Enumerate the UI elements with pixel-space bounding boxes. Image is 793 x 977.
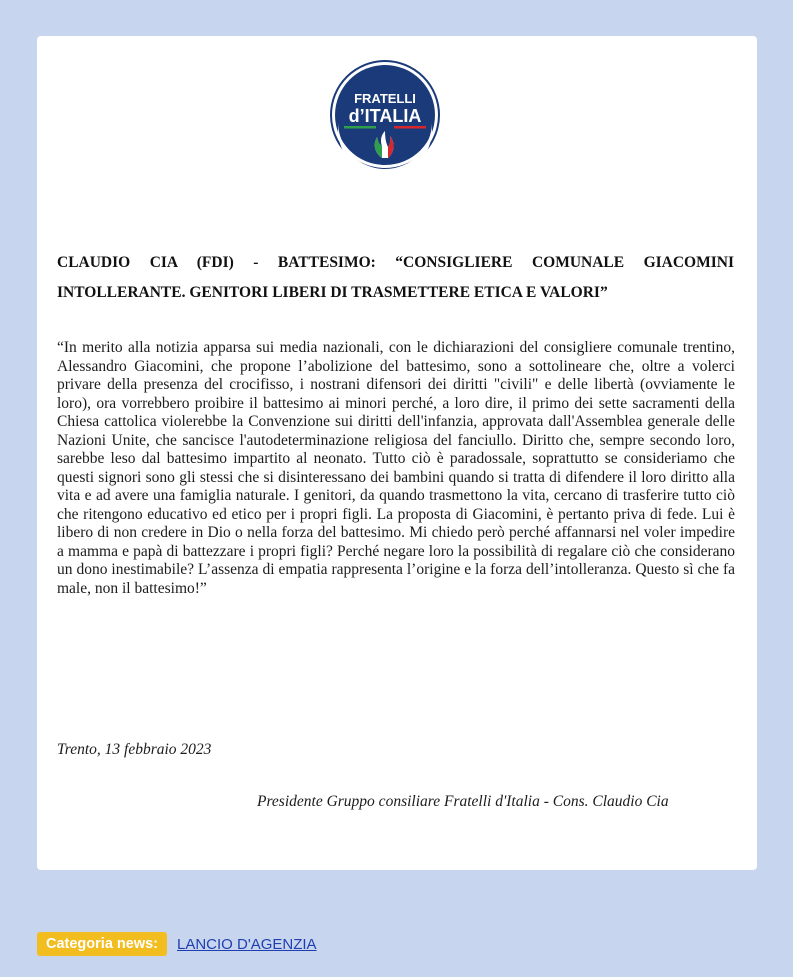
category-badge: Categoria news: bbox=[37, 932, 167, 956]
svg-text:d’ITALIA: d’ITALIA bbox=[348, 106, 422, 126]
svg-text:FRATELLI: FRATELLI bbox=[354, 91, 416, 106]
dateline: Trento, 13 febbraio 2023 bbox=[57, 741, 212, 758]
headline: CLAUDIO CIA (FDI) - BATTESIMO: “CONSIGLIERE COMUNALE GIACOMINI INTOLLERANTE. GENITORI LIBERI DI TRASMETTERE ETICA E VALORI” bbox=[57, 254, 734, 301]
statement-body: “In merito alla notizia apparsa sui media nazionali, con le dichiarazioni del consigliere comunale trentino, Alessandro Giacomini, che propone l’abolizione del battesimo, sono a sottolineare che, oltre a volerci privare della presenza del crocifisso, i nostrani difensori dei diritti "civili" e delle libertà (ovviamente le loro), ora vorrebbero proibire il battesimo ai minori perché, a loro dire, il primo dei sette sacramenti della Chiesa cattolica violerebbe la Convenzione sui diritti dell'infanzia, approvata dall'Assemblea generale delle Nazioni Unite, che sancisce l'autodeterminazione religiosa del fanciullo. Diritto che, sempre secondo loro, sarebbe leso dal battesimo impartito al neonato. Tutto ciò è paradossale, soprattutto se consideriamo che questi signori sono gli stessi che si disinteressano dei bambini quando si tratta di difendere il loro diritto alla vita e ad avere una famiglia naturale. I genitori, da quando trasmettono la vita, cercano di trasferire tutto ciò che ritengono educativo ed etico per i propri figli. La proposta di Giacomini, è pertanto priva di fede. Lui è libero di non credere in Dio o nella forza del battesimo. Mi chiedo però perché affannarsi nel voler impedire a mamma e papà di battezzare i propri figli? Perché negare loro la possibilità di regalare ciò che considerano un dono inestimabile? L’assenza di empatia rappresenta l’origine e la forza dell’intolleranza. Questo sì che fa male, non il battesimo!” bbox=[57, 339, 735, 597]
press-release-card bbox=[37, 36, 757, 870]
category-link[interactable]: LANCIO D'AGENZIA bbox=[177, 935, 317, 953]
fratelli-ditalia-logo bbox=[330, 60, 440, 170]
signature: Presidente Gruppo consiliare Fratelli d'Italia - Cons. Claudio Cia bbox=[257, 793, 669, 810]
category-row bbox=[37, 932, 317, 956]
